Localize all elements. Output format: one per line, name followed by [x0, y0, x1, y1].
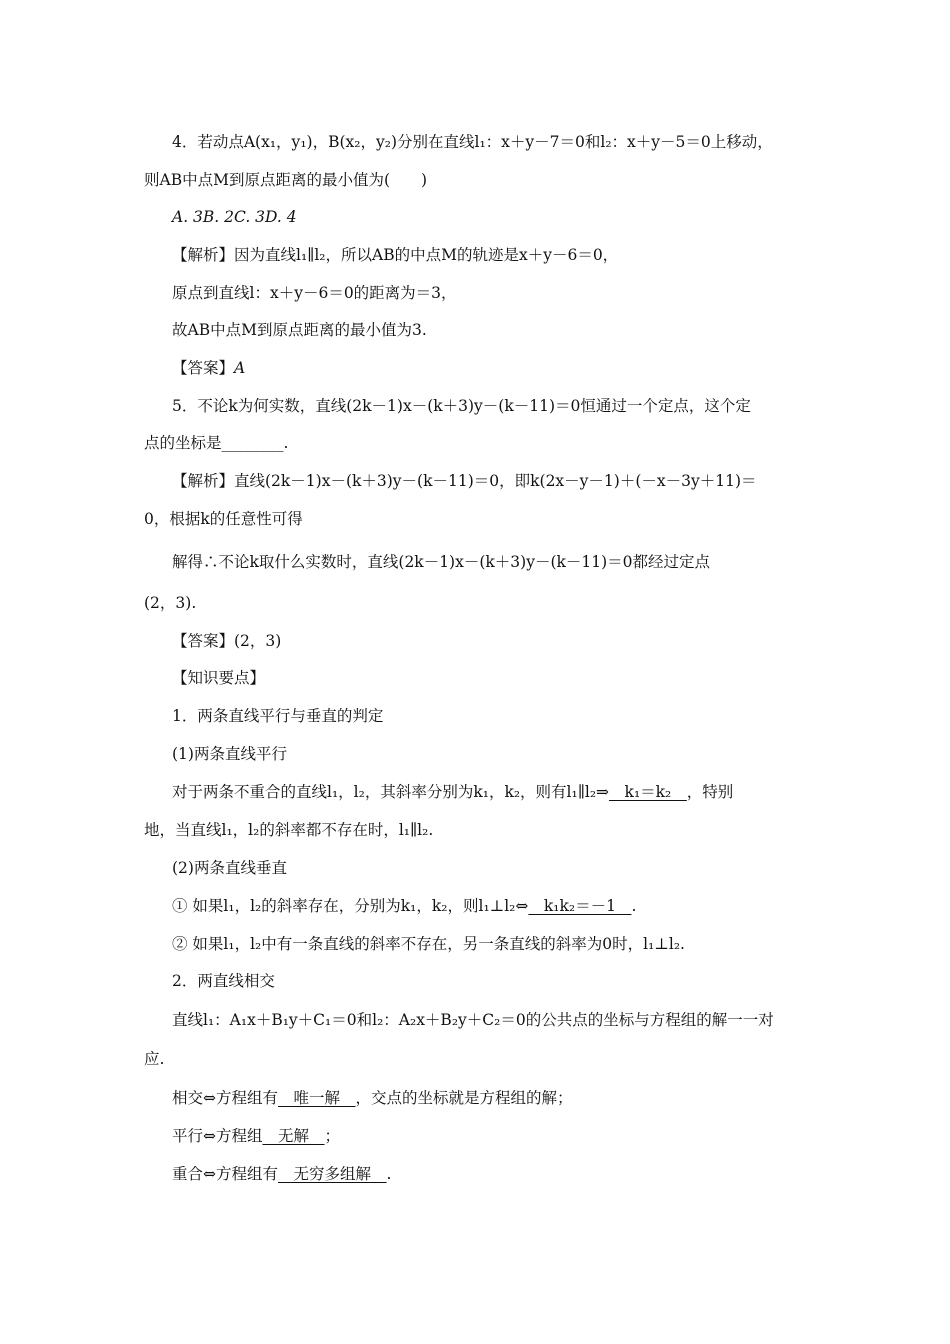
kp1-1-line1 [172, 782, 733, 802]
kp2-intersect-text: 相交⇔方程组有 [172, 1089, 278, 1107]
q4-analysis-line1: 【解析】因为直线l₁∥l₂，所以AB的中点M的轨迹是x＋y－6＝0， [172, 246, 619, 264]
kp2-coincide [172, 1164, 391, 1184]
kp2-parallel [172, 1126, 340, 1146]
kp2-intersect [172, 1088, 573, 1108]
kp2-text-line1: 直线l₁：A₁x＋B₁y＋C₁＝0和l₂：A₂x＋B₂y＋C₂＝0的公共点的坐标与方程组的解一一对 [172, 1011, 774, 1029]
kp2-coincide-blank: 无穷多组解 [278, 1165, 387, 1183]
q4-options: A. 3B. 2C. 3D. 4 [172, 208, 297, 226]
kp1-1-blank: k₁＝k₂ [609, 783, 687, 801]
kp1-2-item1 [172, 896, 636, 916]
q5-analysis-line3: 解得∴不论k取什么实数时，直线(2k－1)x－(k＋3)y－(k－11)＝0都经过定点 [172, 553, 711, 571]
kp1-1-title: (1)两条直线平行 [172, 745, 287, 763]
kp1-title: 1．两条直线平行与垂直的判定 [172, 707, 384, 725]
kp1-2-item2: ② 如果l₁，l₂中有一条直线的斜率不存在，另一条直线的斜率为0时，l₁⊥l₂. [172, 935, 685, 953]
q4-stem-line1: 4．若动点A(x₁，y₁)，B(x₂，y₂)分别在直线l₁：x＋y－7＝0和l₂：x＋y－5＝0上移动， [172, 133, 773, 151]
kp1-1-text: 对于两条不重合的直线l₁，l₂，其斜率分别为k₁，k₂，则有l₁∥l₂⇒ [172, 783, 610, 801]
q4-answer-value: A [234, 359, 246, 377]
kp2-parallel-text: 平行⇔方程组 [172, 1127, 263, 1145]
q4-analysis-line2: 原点到直线l：x＋y－6＝0的距离为＝3， [172, 284, 457, 302]
knowledge-heading: 【知识要点】 [172, 669, 266, 687]
kp2-parallel-end: ； [324, 1127, 341, 1145]
kp1-2-item1-end: . [631, 897, 637, 915]
q4-analysis-line3: 故AB中点M到原点距离的最小值为3. [172, 321, 427, 339]
kp2-title: 2．两直线相交 [172, 972, 275, 990]
q5-stem-line1: 5．不论k为何实数，直线(2k－1)x－(k＋3)y－(k－11)＝0恒通过一个定点，这个定 [172, 397, 751, 415]
kp2-intersect-blank: 唯一解 [278, 1089, 356, 1107]
kp1-2-item1-blank: k₁k₂＝－1 [528, 897, 632, 915]
kp1-2-item1-text: ① 如果l₁，l₂的斜率存在，分别为k₁，k₂，则l₁⊥l₂⇔ [172, 897, 529, 915]
kp2-parallel-blank: 无解 [262, 1127, 325, 1145]
q4-stem-line2: 则AB中点M到原点距离的最小值为( ) [144, 171, 428, 189]
q5-analysis-line1: 【解析】直线(2k－1)x－(k＋3)y－(k－11)＝0，即k(2x－y－1)＋(－x－3y＋11)＝ [172, 472, 757, 490]
q4-answer-label: 【答案】 [172, 359, 235, 377]
kp1-1-line2: 地，当直线l₁，l₂的斜率都不存在时，l₁∥l₂. [144, 821, 434, 839]
kp2-coincide-end: . [386, 1165, 392, 1183]
q5-analysis-line2: 0，根据k的任意性可得 [144, 510, 303, 528]
q5-answer: 【答案】(2，3) [172, 632, 282, 650]
kp2-coincide-text: 重合⇔方程组有 [172, 1165, 278, 1183]
kp1-2-title: (2)两条直线垂直 [172, 859, 287, 877]
q5-analysis-line4: (2，3). [144, 594, 197, 612]
kp2-text-line2: 应. [144, 1050, 165, 1068]
kp2-intersect-end: ，交点的坐标就是方程组的解； [355, 1089, 573, 1107]
q4-answer [172, 358, 245, 378]
q5-stem-line2: 点的坐标是________. [144, 434, 289, 452]
kp1-1-text-end: ，特别 [686, 783, 734, 801]
